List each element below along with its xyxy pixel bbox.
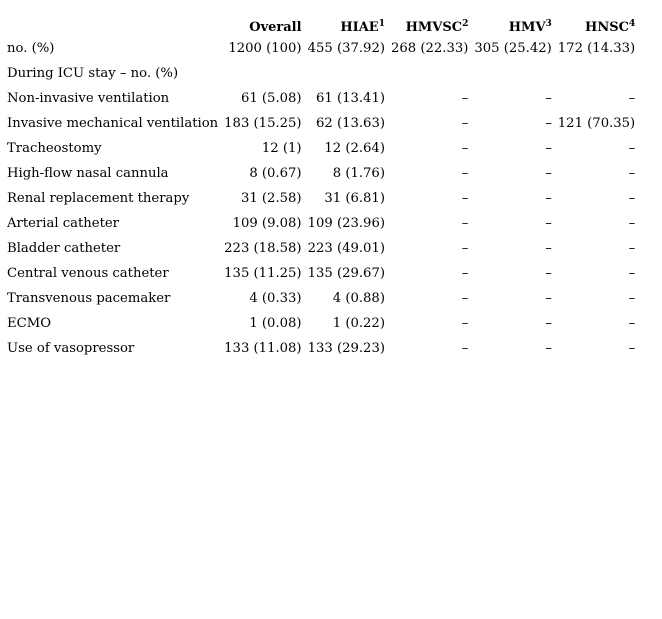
value-cell-overall: 12 (1) bbox=[261, 141, 302, 156]
table-row bbox=[4, 86, 638, 111]
value-cell-hmv: – bbox=[545, 266, 552, 281]
value-cell-hiae: 1 (0.22) bbox=[332, 316, 385, 331]
value-cell-hiae: 223 (49.01) bbox=[307, 241, 385, 256]
value-cell-hmvsc: – bbox=[461, 141, 469, 156]
value-cell-hmv: – bbox=[545, 141, 552, 156]
row-label-cell: Renal replacement therapy bbox=[7, 191, 190, 206]
value-cell-overall: 61 (5.08) bbox=[240, 91, 302, 106]
value-cell-hmvsc bbox=[388, 61, 471, 86]
value-cell-overall: 1 (0.08) bbox=[249, 316, 302, 331]
row-label-cell: Bladder catheter bbox=[7, 241, 121, 256]
value-cell-hmvsc: – bbox=[461, 291, 469, 306]
value-cell-hnsc: 172 (14.33) bbox=[557, 41, 636, 56]
table-row bbox=[4, 111, 638, 136]
table-row bbox=[4, 311, 638, 336]
value-cell-hiae: 12 (2.64) bbox=[324, 141, 385, 156]
value-cell-hiae: 135 (29.67) bbox=[307, 266, 385, 281]
icu-procedures-table bbox=[4, 8, 638, 361]
header-cell-hnsc: HNSC$^4$ bbox=[585, 19, 636, 35]
value-cell-hnsc: – bbox=[628, 216, 636, 231]
value-cell-overall: 183 (15.25) bbox=[224, 116, 302, 131]
value-cell-overall bbox=[221, 61, 304, 86]
value-cell-hmvsc: – bbox=[461, 91, 469, 106]
value-cell-hmv: – bbox=[545, 116, 552, 131]
value-cell-hmv: – bbox=[545, 166, 552, 181]
value-cell-hiae bbox=[305, 61, 388, 86]
value-cell-hiae: 31 (6.81) bbox=[324, 191, 385, 206]
value-cell-hiae: 455 (37.92) bbox=[307, 41, 385, 56]
value-cell-hnsc: – bbox=[628, 341, 636, 356]
value-cell-hmv: – bbox=[545, 341, 552, 356]
value-cell-overall: 223 (18.58) bbox=[224, 241, 302, 256]
value-cell-hiae: 109 (23.96) bbox=[307, 216, 385, 231]
row-label-cell: Invasive mechanical ventilation bbox=[7, 116, 219, 131]
value-cell-hmvsc: – bbox=[461, 216, 469, 231]
value-cell-hmvsc: – bbox=[461, 191, 469, 206]
value-cell-hnsc: – bbox=[628, 266, 636, 281]
value-cell-overall: 8 (0.67) bbox=[249, 166, 302, 181]
value-cell-hiae: 4 (0.88) bbox=[332, 291, 385, 306]
value-cell-hmvsc: – bbox=[461, 316, 469, 331]
value-cell-hmv: 305 (25.42) bbox=[474, 41, 552, 56]
value-cell-hnsc: – bbox=[628, 91, 636, 106]
row-label-cell: no. (%) bbox=[7, 41, 55, 56]
table-row bbox=[4, 61, 638, 86]
row-label-cell: Transvenous pacemaker bbox=[7, 291, 171, 306]
value-cell-hmv: – bbox=[545, 191, 552, 206]
data-table-container bbox=[4, 8, 638, 361]
value-cell-hmvsc: – bbox=[461, 266, 469, 281]
value-cell-hmv: – bbox=[545, 241, 552, 256]
value-cell-hnsc: 121 (70.35) bbox=[557, 116, 636, 131]
value-cell-overall: 31 (2.58) bbox=[240, 191, 302, 206]
value-cell-hiae: 61 (13.41) bbox=[315, 91, 385, 106]
table-row bbox=[4, 136, 638, 161]
footnote-marker: 1 bbox=[378, 19, 385, 29]
value-cell-hmv: – bbox=[545, 291, 552, 306]
footnote-marker: 2 bbox=[462, 19, 469, 29]
footnote-marker: 4 bbox=[628, 19, 636, 29]
footnote-marker: 3 bbox=[545, 19, 552, 29]
header-cell-empty bbox=[4, 8, 221, 36]
value-cell-hmvsc: – bbox=[461, 116, 469, 131]
value-cell-hmvsc: 268 (22.33) bbox=[390, 41, 469, 56]
table-body bbox=[4, 36, 638, 361]
value-cell-hmv: – bbox=[545, 216, 552, 231]
table-row bbox=[4, 286, 638, 311]
table-row bbox=[4, 236, 638, 261]
row-label-cell: Non-invasive ventilation bbox=[7, 91, 170, 106]
value-cell-hnsc: – bbox=[628, 241, 636, 256]
row-label-cell: High-flow nasal cannula bbox=[7, 166, 169, 181]
value-cell-hmvsc: – bbox=[461, 341, 469, 356]
value-cell-overall: 1200 (100) bbox=[228, 41, 302, 56]
row-label-cell: Arterial catheter bbox=[7, 216, 119, 231]
table-row bbox=[4, 336, 638, 361]
row-label-cell: Tracheostomy bbox=[7, 141, 102, 156]
value-cell-hnsc: – bbox=[628, 316, 636, 331]
value-cell-hnsc: – bbox=[628, 191, 636, 206]
value-cell-overall: 4 (0.33) bbox=[249, 291, 302, 306]
header-cell-hiae: HIAE$^1$ bbox=[340, 19, 385, 35]
value-cell-hmvsc: – bbox=[461, 166, 469, 181]
table-header bbox=[4, 8, 638, 36]
value-cell-overall: 135 (11.25) bbox=[224, 266, 302, 281]
value-cell-hiae: 133 (29.23) bbox=[307, 341, 385, 356]
table-row bbox=[4, 186, 638, 211]
table-row bbox=[4, 261, 638, 286]
value-cell-hmv bbox=[471, 61, 554, 86]
row-label-cell: Use of vasopressor bbox=[7, 341, 135, 356]
value-cell-hnsc: – bbox=[628, 141, 636, 156]
header-row bbox=[4, 8, 638, 36]
value-cell-hiae: 8 (1.76) bbox=[332, 166, 385, 181]
header-cell-hmvsc: HMVSC$^2$ bbox=[405, 19, 469, 35]
value-cell-hiae: 62 (13.63) bbox=[315, 116, 385, 131]
table-row bbox=[4, 36, 638, 61]
header-cell-hmv: HMV$^3$ bbox=[508, 19, 552, 35]
value-cell-hnsc: – bbox=[628, 291, 636, 306]
value-cell-hmv: – bbox=[545, 91, 552, 106]
value-cell-overall: 109 (9.08) bbox=[232, 216, 302, 231]
table-row bbox=[4, 211, 638, 236]
value-cell-overall: 133 (11.08) bbox=[224, 341, 302, 356]
value-cell-hmvsc: – bbox=[461, 241, 469, 256]
value-cell-hmv: – bbox=[545, 316, 552, 331]
row-label-cell: During ICU stay – no. (%) bbox=[7, 66, 179, 81]
header-cell-overall: Overall bbox=[249, 20, 302, 35]
value-cell-hnsc: – bbox=[628, 166, 636, 181]
row-label-cell: ECMO bbox=[7, 316, 52, 331]
row-label-cell: Central venous catheter bbox=[7, 266, 169, 281]
value-cell-hnsc bbox=[555, 61, 638, 86]
table-row bbox=[4, 161, 638, 186]
